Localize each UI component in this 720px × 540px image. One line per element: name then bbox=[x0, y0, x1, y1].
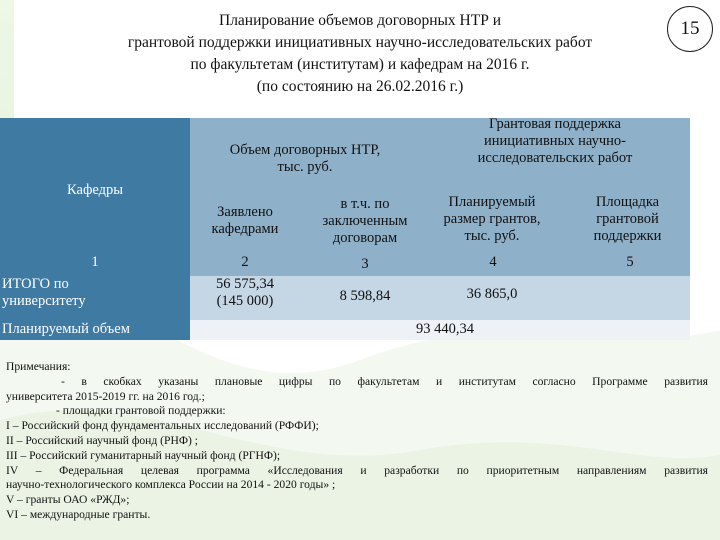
subheader-line: заключенным bbox=[322, 213, 408, 229]
header-line: Объем договорных НТР, bbox=[229, 142, 381, 158]
notes-section bbox=[6, 360, 708, 523]
note-line: - площадки грантовой поддержки: bbox=[56, 404, 226, 418]
slide-number-badge bbox=[667, 6, 713, 52]
title-line: (по состоянию на 26.02.2016 г.) bbox=[256, 78, 464, 95]
col-number-2: 2 bbox=[241, 254, 249, 270]
subheader-line: в т.ч. по bbox=[340, 196, 390, 212]
total-declared bbox=[195, 276, 295, 310]
title-line: по факультетам (институтам) и кафедрам на 2016 г. bbox=[190, 56, 530, 73]
note-line: IV – Федеральная целевая программа «Исследования и разработки по приоритетным направлениям развития bbox=[6, 463, 708, 477]
title-line: Планирование объемов договорных НТР и bbox=[219, 12, 501, 29]
subheader-contracts bbox=[306, 196, 424, 247]
note-line: университета 2015-2019 гг. на 2016 год.; bbox=[6, 389, 205, 403]
subheader-planned-grants bbox=[424, 194, 560, 245]
slide-number: 15 bbox=[680, 18, 700, 39]
subheader-line: кафедрами bbox=[211, 221, 279, 237]
total-declared-line: (145 000) bbox=[216, 293, 274, 309]
subheader-line: договорам bbox=[332, 230, 398, 246]
header-line: тыс. руб. bbox=[277, 159, 333, 175]
planned-label: Планируемый объем bbox=[2, 321, 130, 337]
header-line: исследовательских работ bbox=[477, 150, 633, 166]
total-label bbox=[2, 276, 152, 310]
header-contract-volume bbox=[190, 142, 420, 176]
header-line: инициативных научно- bbox=[483, 133, 627, 149]
planned-value: 93 440,34 bbox=[416, 321, 474, 337]
total-grants: 36 865,0 bbox=[466, 286, 518, 302]
subheader-line: поддержки bbox=[593, 228, 662, 244]
subheader-line: Площадка bbox=[595, 194, 660, 210]
note-line: научно-технологического комплекса России на 2014 - 2020 годы» ; bbox=[6, 478, 336, 492]
col-number-4: 4 bbox=[489, 254, 497, 270]
subheader-line: Планируемый bbox=[448, 194, 536, 210]
total-declared-line: 56 575,34 bbox=[216, 276, 274, 292]
header-kafedry: Кафедры bbox=[67, 182, 123, 198]
slide-title bbox=[60, 10, 660, 98]
total-contracts: 8 598,84 bbox=[339, 288, 391, 304]
subheader-platform bbox=[565, 194, 690, 245]
col-number-3: 3 bbox=[361, 256, 369, 272]
subheader-line: размер грантов, bbox=[443, 211, 541, 227]
title-line: грантовой поддержки инициативных научно-исследовательских работ bbox=[127, 34, 593, 51]
note-line: II – Российский научный фонд (РНФ) ; bbox=[6, 433, 198, 447]
subheader-line: тыс. руб. bbox=[464, 228, 520, 244]
note-line: - в скобках указаны плановые цифры по факультетам и институтам согласно Программе развития bbox=[61, 374, 708, 388]
col-number-5: 5 bbox=[626, 254, 634, 270]
subheader-declared bbox=[195, 204, 295, 238]
header-line: Грантовая поддержка bbox=[488, 116, 621, 132]
planning-table bbox=[0, 118, 690, 340]
subheader-line: грантовой bbox=[596, 211, 659, 227]
note-line: V – гранты ОАО «РЖД»; bbox=[6, 493, 130, 507]
note-line: III – Российский гуманитарный научный фонд (РГНФ); bbox=[6, 448, 281, 462]
subheader-line: Заявлено bbox=[217, 204, 273, 220]
total-label-line: ИТОГО по bbox=[2, 276, 69, 292]
notes-heading: Примечания: bbox=[6, 360, 71, 373]
note-line: VI – международные гранты. bbox=[6, 507, 151, 521]
total-label-line: университету bbox=[2, 293, 86, 309]
col-number-1: 1 bbox=[91, 254, 99, 270]
note-line: I – Российский фонд фундаментальных исследований (РФФИ); bbox=[6, 419, 319, 433]
header-grant-support bbox=[420, 116, 690, 167]
